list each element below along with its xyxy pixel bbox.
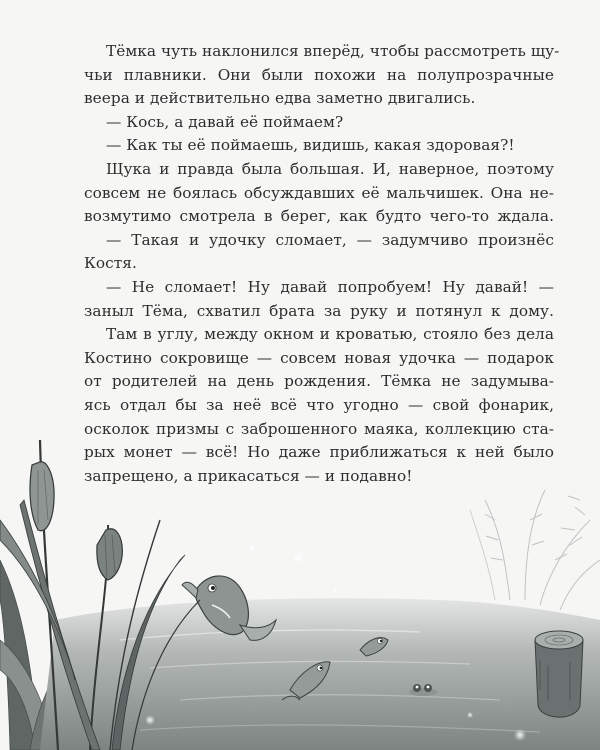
tree-stump bbox=[535, 631, 583, 717]
story-line: Там в углу, между окном и кроватью, стояло без дела bbox=[106, 325, 554, 344]
story-line: осколок призмы с заброшенного маяка, коллекцию ста- bbox=[84, 419, 554, 438]
dialogue-line: — Кось, а давай её поймаем? bbox=[106, 112, 344, 131]
story-line: Костино сокровище — совсем новая удочка — подарок bbox=[84, 348, 554, 367]
story-line: ясь отдал бы за неё всё что угодно — свой фонарик, bbox=[84, 395, 554, 414]
story-line: чьи плавники. Они были похожи на полупрозрачные bbox=[84, 65, 554, 84]
story-line: рых монет — всё! Но даже приближаться к ней было bbox=[84, 443, 554, 462]
dialogue-line: — Такая и удочку сломает, — задумчиво произнёс bbox=[106, 230, 554, 249]
dialogue-line: — Как ты её поймаешь, видишь, какая здоровая?! bbox=[106, 136, 515, 155]
dialogue-line: — Не сломает! Ну давай попробуем! Ну давай! — bbox=[106, 277, 554, 296]
story-line: веера и действительно едва заметно двигались. bbox=[84, 89, 476, 108]
story-line: Щука и правда была большая. И, наверное, поэтому bbox=[106, 159, 554, 178]
story-text bbox=[84, 40, 560, 488]
story-line: Тёмка чуть наклонился вперёд, чтобы рассмотреть щу- bbox=[106, 42, 560, 60]
reeds-right bbox=[470, 490, 600, 610]
story-line: запрещено, а прикасаться — и подавно! bbox=[84, 466, 413, 485]
story-line: Костя. bbox=[84, 254, 137, 273]
story-line: совсем не боялась обсуждавших её мальчишек. Она не- bbox=[84, 183, 554, 202]
story-line: возмутимо смотрела в берег, как будто чего-то ждала. bbox=[84, 207, 554, 226]
story-line: от родителей на день рождения. Тёмка не задумыва- bbox=[84, 372, 554, 391]
story-line: заныл Тёма, схватил брата за руку и потянул к дому. bbox=[84, 301, 554, 320]
